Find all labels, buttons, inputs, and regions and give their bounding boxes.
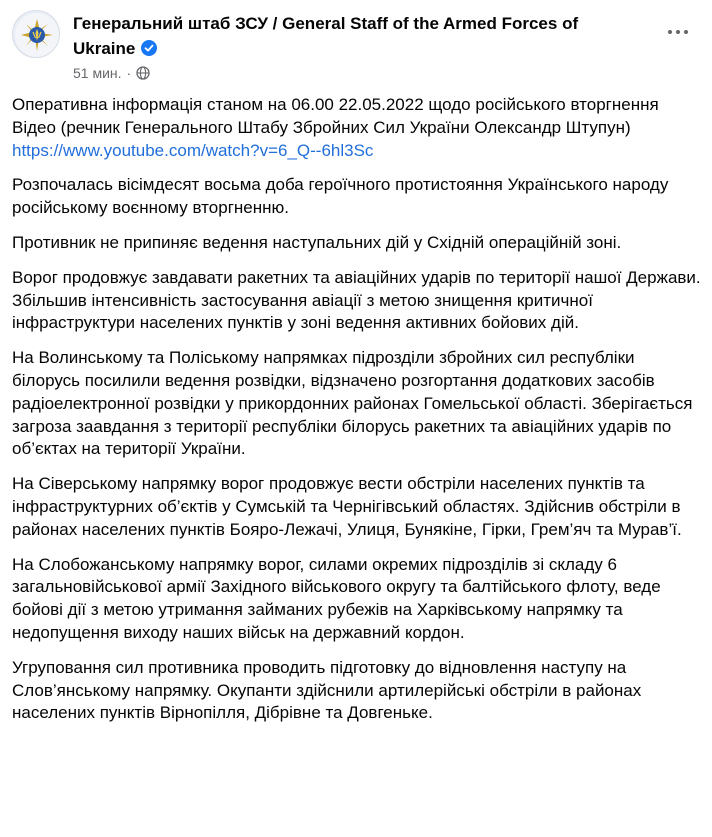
globe-icon[interactable] bbox=[136, 66, 150, 80]
armed-forces-emblem-icon bbox=[13, 11, 60, 58]
post-timestamp[interactable]: 51 мин. bbox=[73, 65, 122, 81]
intro-line: Відео (речник Генерального Штабу Збройних Сил України Олександр Штупун) bbox=[12, 117, 631, 137]
paragraph: Противник не припиняє ведення наступальних дій у Східній операційній зоні. bbox=[12, 232, 622, 252]
meta-separator: · bbox=[126, 65, 132, 81]
verified-badge-icon bbox=[141, 40, 157, 56]
more-options-icon[interactable] bbox=[660, 22, 696, 42]
paragraph: На Слобожанському напрямку ворог, силами окремих підрозділів зі складу 6 загальновійськової армії Західного військового округу та балтійського флоту, веде бойові дії з метою утримання займаних рубежів на Харківському напрямку та недопущення виходу наших військ на державний кордон. bbox=[12, 554, 661, 642]
post-meta bbox=[73, 64, 150, 82]
video-link[interactable]: https://www.youtube.com/watch?v=6_Q--6hl3Sc bbox=[12, 140, 374, 160]
post-header bbox=[12, 10, 702, 84]
paragraph: На Волинському та Поліському напрямках підрозділи збройних сил республіки білорусь посилили ведення розвідки, відзначено розгортання додаткових засобів радіоелектронної розвідки у прикордонних районах Гомельської області. Зберігається загроза заавдання з території республіки білорусь ракетних та авіаційних ударів по об’єктах на території України. bbox=[12, 348, 693, 459]
paragraph: Ворог продовжує завдавати ракетних та авіаційних ударів по території нашої Держави. Збільшив інтенсивність застосування авіації з метою знищення критичної інфраструктури населених пунктів у зоні ведення активних бойових дій. bbox=[12, 267, 701, 333]
paragraph: Угруповання сил противника проводить підготовку до відновлення наступу на Слов’янському напрямку. Окупанти здійснили артилерійські обстріли в районах населених пунктів Вірнопілля, Дібрівне та Довгеньке. bbox=[12, 657, 642, 723]
post-body bbox=[12, 94, 702, 737]
author-name[interactable] bbox=[73, 11, 633, 61]
page-avatar[interactable] bbox=[12, 10, 60, 58]
intro-block bbox=[12, 94, 702, 162]
paragraph: Розпочалась вісімдесят восьма доба героїчного протистояння Українського народу російському воєнному вторгненню. bbox=[12, 175, 669, 218]
author-name-text[interactable]: Генеральний штаб ЗСУ / General Staff of the Armed Forces of Ukraine bbox=[73, 14, 579, 58]
paragraph: На Сіверському напрямку ворог продовжує вести обстріли населених пунктів та інфраструктурних об’єктів у Сумській та Чернігівський областях. Здійснив обстріли в районах населених пунктів Бояро-Лежачі, Улиця, Бунякіне, Гірки, Грем’яч та Мурав’ї. bbox=[12, 474, 682, 539]
intro-line: Оперативна інформація станом на 06.00 22.05.2022 щодо російського вторгнення bbox=[12, 95, 659, 114]
